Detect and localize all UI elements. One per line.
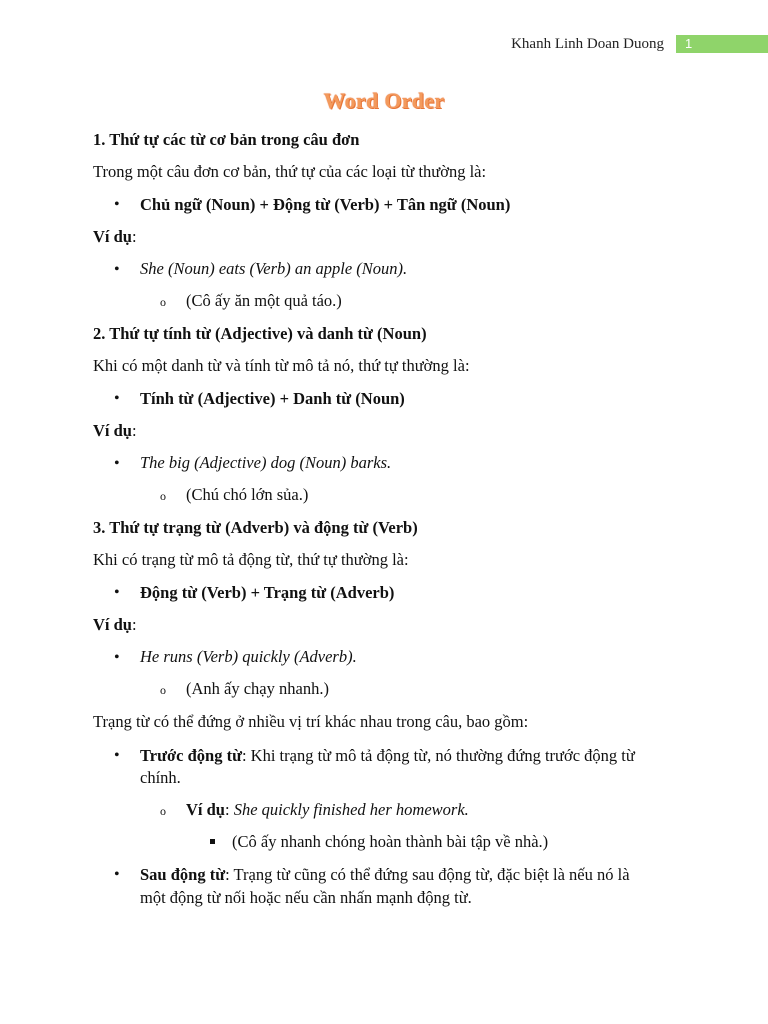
bullet-icon: • [114,455,120,472]
section-1-heading: 1. Thứ tự các từ cơ bản trong câu đơn [93,130,360,149]
section-3-translation: (Anh ấy chạy nhanh.) [186,679,329,698]
circle-bullet-icon: o [160,295,166,309]
section-2-translation: (Chú chó lớn sủa.) [186,485,309,504]
author-name: Khanh Linh Doan Duong [511,36,664,52]
section-3-example: He runs (Verb) quickly (Adverb). [140,647,357,666]
bullet-icon: • [114,196,120,213]
bullet-icon: • [114,584,120,601]
section-1-example-label: Ví dụ: [93,227,137,246]
section-2-rule: Tính từ (Adjective) + Danh từ (Noun) [140,389,405,408]
after-verb-item: Sau động từ: Trạng từ cũng có thể đứng sau động từ, đặc biệt là nếu nó là [140,865,630,884]
section-1-intro: Trong một câu đơn cơ bản, thứ tự của các loại từ thường là: [93,162,487,181]
section-1-rule: Chủ ngữ (Noun) + Động từ (Verb) + Tân ngữ (Noun) [140,195,511,214]
circle-bullet-icon: o [160,804,166,818]
bullet-icon: • [114,261,120,278]
section-2-example: The big (Adjective) dog (Noun) barks. [140,453,392,472]
section-1-example: She (Noun) eats (Verb) an apple (Noun). [140,259,408,278]
bullet-icon: • [114,747,120,764]
circle-bullet-icon: o [160,683,166,697]
section-2-intro: Khi có một danh từ và tính từ mô tả nó, thứ tự thường là: [93,356,470,375]
bullet-icon: • [114,390,120,407]
section-2-example-label: Ví dụ: [93,421,137,440]
bullet-icon: • [114,649,120,666]
document-title: Word Order [323,88,445,113]
section-1-translation: (Cô ấy ăn một quả táo.) [186,291,342,310]
section-3-heading: 3. Thứ tự trạng từ (Adverb) và động từ (Verb) [93,518,418,537]
adverb-positions-intro: Trạng từ có thể đứng ở nhiều vị trí khác nhau trong câu, bao gồm: [93,712,529,731]
section-2-heading: 2. Thứ tự tính từ (Adjective) và danh từ (Noun) [93,324,427,343]
before-verb-example-translation: (Cô ấy nhanh chóng hoàn thành bài tập về nhà.) [232,832,549,851]
section-3-example-label: Ví dụ: [93,615,137,634]
page-number: 1 [676,35,768,53]
circle-bullet-icon: o [160,489,166,503]
after-verb-item-cont: một động từ nối hoặc nếu cần nhấn mạnh động từ. [140,888,472,907]
page-header [0,34,768,54]
before-verb-item-cont: chính. [140,768,181,787]
section-3-rule: Động từ (Verb) + Trạng từ (Adverb) [140,583,395,602]
section-3-intro: Khi có trạng từ mô tả động từ, thứ tự thường là: [93,550,409,569]
before-verb-example: Ví dụ: She quickly finished her homework. [186,800,469,819]
before-verb-item: Trước động từ: Khi trạng từ mô tả động từ, nó thường đứng trước động từ [140,746,635,765]
bullet-icon: • [114,866,120,883]
square-bullet-icon [210,839,215,844]
